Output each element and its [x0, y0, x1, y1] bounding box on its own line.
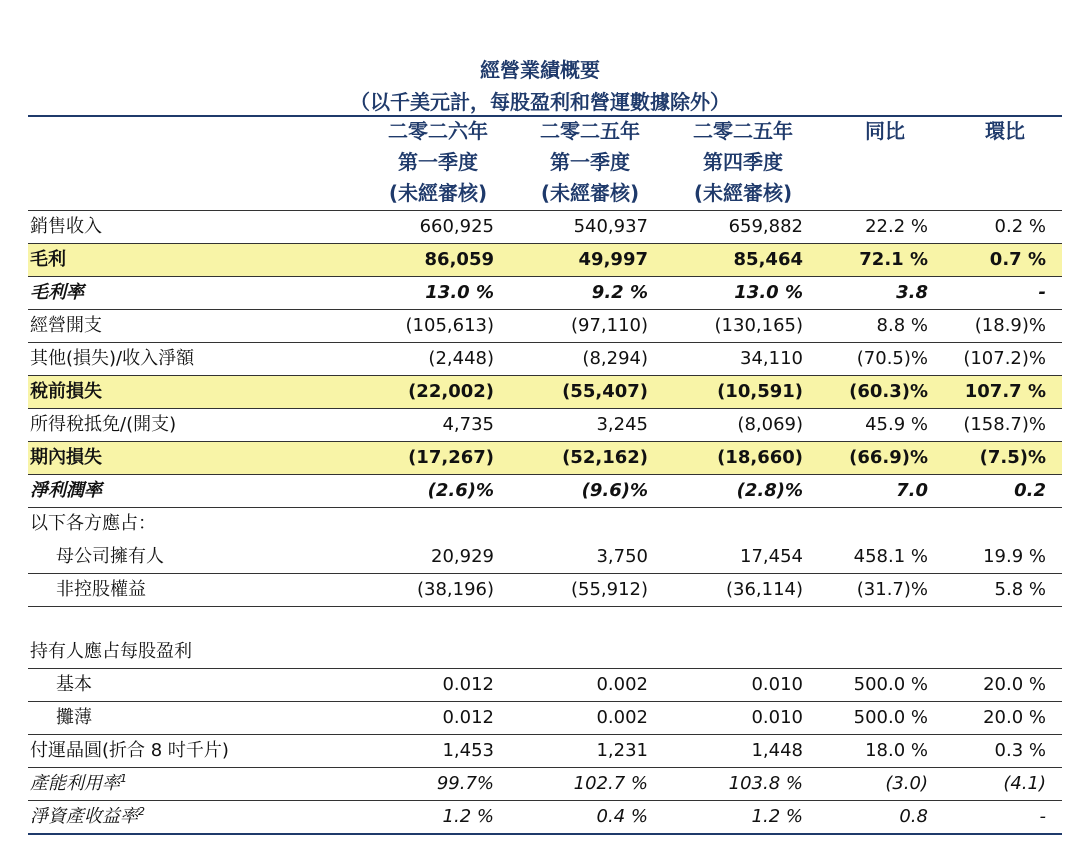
cell-2025q1: 102.7 %	[573, 773, 648, 794]
col-header-2025q4	[675, 116, 811, 209]
row-label: 經營開支	[30, 315, 102, 336]
cell-2025q1: 0.4 %	[596, 806, 648, 827]
table-row-income-tax	[28, 409, 1062, 442]
cell-yoy: 3.8	[896, 282, 928, 303]
cell-2025q4: (36,114)	[725, 579, 803, 600]
cell-2025q4: 103.8 %	[728, 773, 803, 794]
col-header-quarter: 第四季度	[703, 150, 783, 174]
report-title: 經營業績概要	[480, 58, 600, 82]
table-row-non-controlling-interests	[28, 574, 1062, 607]
cell-yoy: 22.2 %	[865, 216, 928, 237]
cell-qoq: (107.2)%	[963, 348, 1046, 369]
cell-2025q4: (18,660)	[717, 447, 803, 468]
row-label: 毛利	[30, 249, 66, 270]
col-header-quarter: 第一季度	[550, 150, 630, 174]
row-label	[30, 801, 145, 833]
row-label: 付運晶圓(折合 8 吋千片)	[30, 740, 229, 761]
cell-qoq: 0.7 %	[989, 249, 1046, 270]
cell-yoy: 500.0 %	[853, 707, 928, 728]
cell-qoq: 5.8 %	[994, 579, 1046, 600]
col-header-year: 二零二五年	[693, 119, 793, 143]
row-label: 母公司擁有人	[56, 546, 164, 567]
cell-qoq: 0.2	[1014, 480, 1046, 501]
table-row-attributable-to	[28, 508, 1062, 541]
cell-2025q1: 49,997	[578, 249, 648, 270]
cell-2026q1: (22,002)	[408, 381, 494, 402]
row-label	[30, 768, 127, 800]
cell-qoq: 19.9 %	[983, 546, 1046, 567]
table-row-loss-for-period	[28, 442, 1062, 475]
table-bottom-rule	[28, 833, 1062, 835]
col-header-year: 二零二五年	[540, 119, 640, 143]
cell-2025q1: 540,937	[573, 216, 648, 237]
table-row-loss-before-tax	[28, 376, 1062, 409]
col-header-year: 二零二六年	[388, 119, 488, 143]
row-label: 所得稅抵免/(開支)	[30, 414, 177, 435]
cell-2025q4: (8,069)	[737, 414, 803, 435]
cell-2025q1: (52,162)	[562, 447, 648, 468]
table-row-revenue	[28, 211, 1062, 244]
cell-2026q1: 0.012	[442, 674, 494, 695]
row-label: 銷售收入	[30, 216, 102, 237]
report-subtitle: （以千美元計，每股盈利和營運數據除外）	[350, 90, 730, 114]
cell-yoy: 7.0	[896, 480, 928, 501]
table-row-utilization-rate	[28, 768, 1062, 801]
cell-2025q1: (9.6)%	[581, 480, 648, 501]
cell-2025q4: 13.0 %	[734, 282, 803, 303]
cell-2025q1: (55,407)	[562, 381, 648, 402]
table-row-gross-profit	[28, 244, 1062, 277]
cell-2026q1: 4,735	[442, 414, 494, 435]
cell-yoy: 8.8 %	[876, 315, 928, 336]
cell-2026q1: 660,925	[419, 216, 494, 237]
row-label: 持有人應占每股盈利	[30, 641, 192, 662]
cell-2026q1: (17,267)	[408, 447, 494, 468]
cell-2025q4: 1.2 %	[751, 806, 803, 827]
cell-yoy: (60.3)%	[849, 381, 928, 402]
cell-2026q1: 20,929	[431, 546, 494, 567]
cell-2025q1: (97,110)	[570, 315, 648, 336]
cell-yoy: (3.0)	[885, 773, 928, 794]
row-label: 淨利潤率	[30, 480, 102, 501]
cell-qoq: (18.9)%	[974, 315, 1046, 336]
table-row-operating-expenses	[28, 310, 1062, 343]
col-header-qoq-label: 環比	[985, 119, 1025, 143]
cell-yoy: (31.7)%	[856, 579, 928, 600]
cell-2025q4: (2.8)%	[736, 480, 803, 501]
cell-2026q1: 99.7%	[436, 773, 494, 794]
cell-qoq: -	[1039, 806, 1046, 827]
cell-2025q1: 1,231	[596, 740, 648, 761]
row-label-text: 淨資產收益率	[30, 806, 138, 827]
table-row-net-margin	[28, 475, 1062, 508]
col-header-2025q1	[522, 116, 658, 209]
row-label: 稅前損失	[30, 381, 102, 402]
cell-qoq: 20.0 %	[983, 707, 1046, 728]
col-header-quarter: 第一季度	[398, 150, 478, 174]
cell-2025q4: 0.010	[751, 707, 803, 728]
cell-qoq: 0.3 %	[994, 740, 1046, 761]
col-header-yoy	[835, 116, 935, 147]
row-label: 其他(損失)/收入淨額	[30, 348, 195, 369]
cell-2026q1: 86,059	[424, 249, 494, 270]
table-row-other-income	[28, 343, 1062, 376]
row-label: 毛利率	[30, 282, 84, 303]
cell-2025q4: 85,464	[733, 249, 803, 270]
cell-qoq: 0.2 %	[994, 216, 1046, 237]
cell-2025q4: 1,448	[751, 740, 803, 761]
cell-2026q1: (38,196)	[416, 579, 494, 600]
col-header-audit-note: (未經審核)	[540, 181, 640, 205]
col-header-yoy-label: 同比	[865, 119, 905, 143]
col-header-audit-note: (未經審核)	[388, 181, 488, 205]
row-label: 非控股權益	[56, 579, 146, 600]
cell-2025q1: (55,912)	[570, 579, 648, 600]
cell-2026q1: 0.012	[442, 707, 494, 728]
cell-2025q4: (130,165)	[714, 315, 803, 336]
cell-yoy: 72.1 %	[859, 249, 928, 270]
cell-2025q1: 9.2 %	[591, 282, 648, 303]
cell-yoy: 500.0 %	[853, 674, 928, 695]
cell-2025q1: 3,750	[596, 546, 648, 567]
table-row-wafer-shipments	[28, 735, 1062, 768]
footnote-marker: 2	[138, 805, 145, 818]
cell-2025q4: 0.010	[751, 674, 803, 695]
cell-2025q4: 17,454	[740, 546, 803, 567]
cell-qoq: 20.0 %	[983, 674, 1046, 695]
cell-qoq: (158.7)%	[963, 414, 1046, 435]
row-label: 期內損失	[30, 447, 102, 468]
col-header-qoq	[955, 116, 1055, 147]
cell-yoy: 45.9 %	[865, 414, 928, 435]
cell-2025q1: 0.002	[596, 707, 648, 728]
cell-2026q1: (105,613)	[405, 315, 494, 336]
table-row-roe	[28, 801, 1062, 834]
table-row-eps-diluted	[28, 702, 1062, 735]
table-row-eps-attributable	[28, 636, 1062, 669]
cell-2025q4: 34,110	[740, 348, 803, 369]
cell-2025q4: (10,591)	[717, 381, 803, 402]
cell-2025q1: 0.002	[596, 674, 648, 695]
row-label-text: 產能利用率	[30, 773, 120, 794]
cell-yoy: 18.0 %	[865, 740, 928, 761]
cell-2025q1: (8,294)	[582, 348, 648, 369]
col-header-audit-note: (未經審核)	[693, 181, 793, 205]
col-header-2026q1	[370, 116, 506, 209]
cell-yoy: (70.5)%	[856, 348, 928, 369]
table-row-gross-margin	[28, 277, 1062, 310]
cell-2026q1: (2,448)	[428, 348, 494, 369]
cell-2025q1: 3,245	[596, 414, 648, 435]
row-label: 基本	[56, 674, 92, 695]
cell-2025q4: 659,882	[728, 216, 803, 237]
cell-2026q1: 1.2 %	[442, 806, 494, 827]
table-row-eps-basic	[28, 669, 1062, 702]
cell-yoy: 0.8	[899, 806, 928, 827]
row-label: 以下各方應占：	[30, 513, 156, 534]
cell-qoq: -	[1038, 282, 1046, 303]
cell-yoy: (66.9)%	[849, 447, 928, 468]
cell-qoq: 107.7 %	[964, 381, 1046, 402]
table-row-owners-of-parent	[28, 541, 1062, 574]
cell-qoq: (4.1)	[1003, 773, 1046, 794]
cell-qoq: (7.5)%	[979, 447, 1046, 468]
cell-yoy: 458.1 %	[853, 546, 928, 567]
cell-2026q1: (2.6)%	[427, 480, 494, 501]
row-label: 攤薄	[56, 707, 92, 728]
cell-2026q1: 13.0 %	[425, 282, 494, 303]
cell-2026q1: 1,453	[442, 740, 494, 761]
footnote-marker: 1	[120, 772, 127, 785]
